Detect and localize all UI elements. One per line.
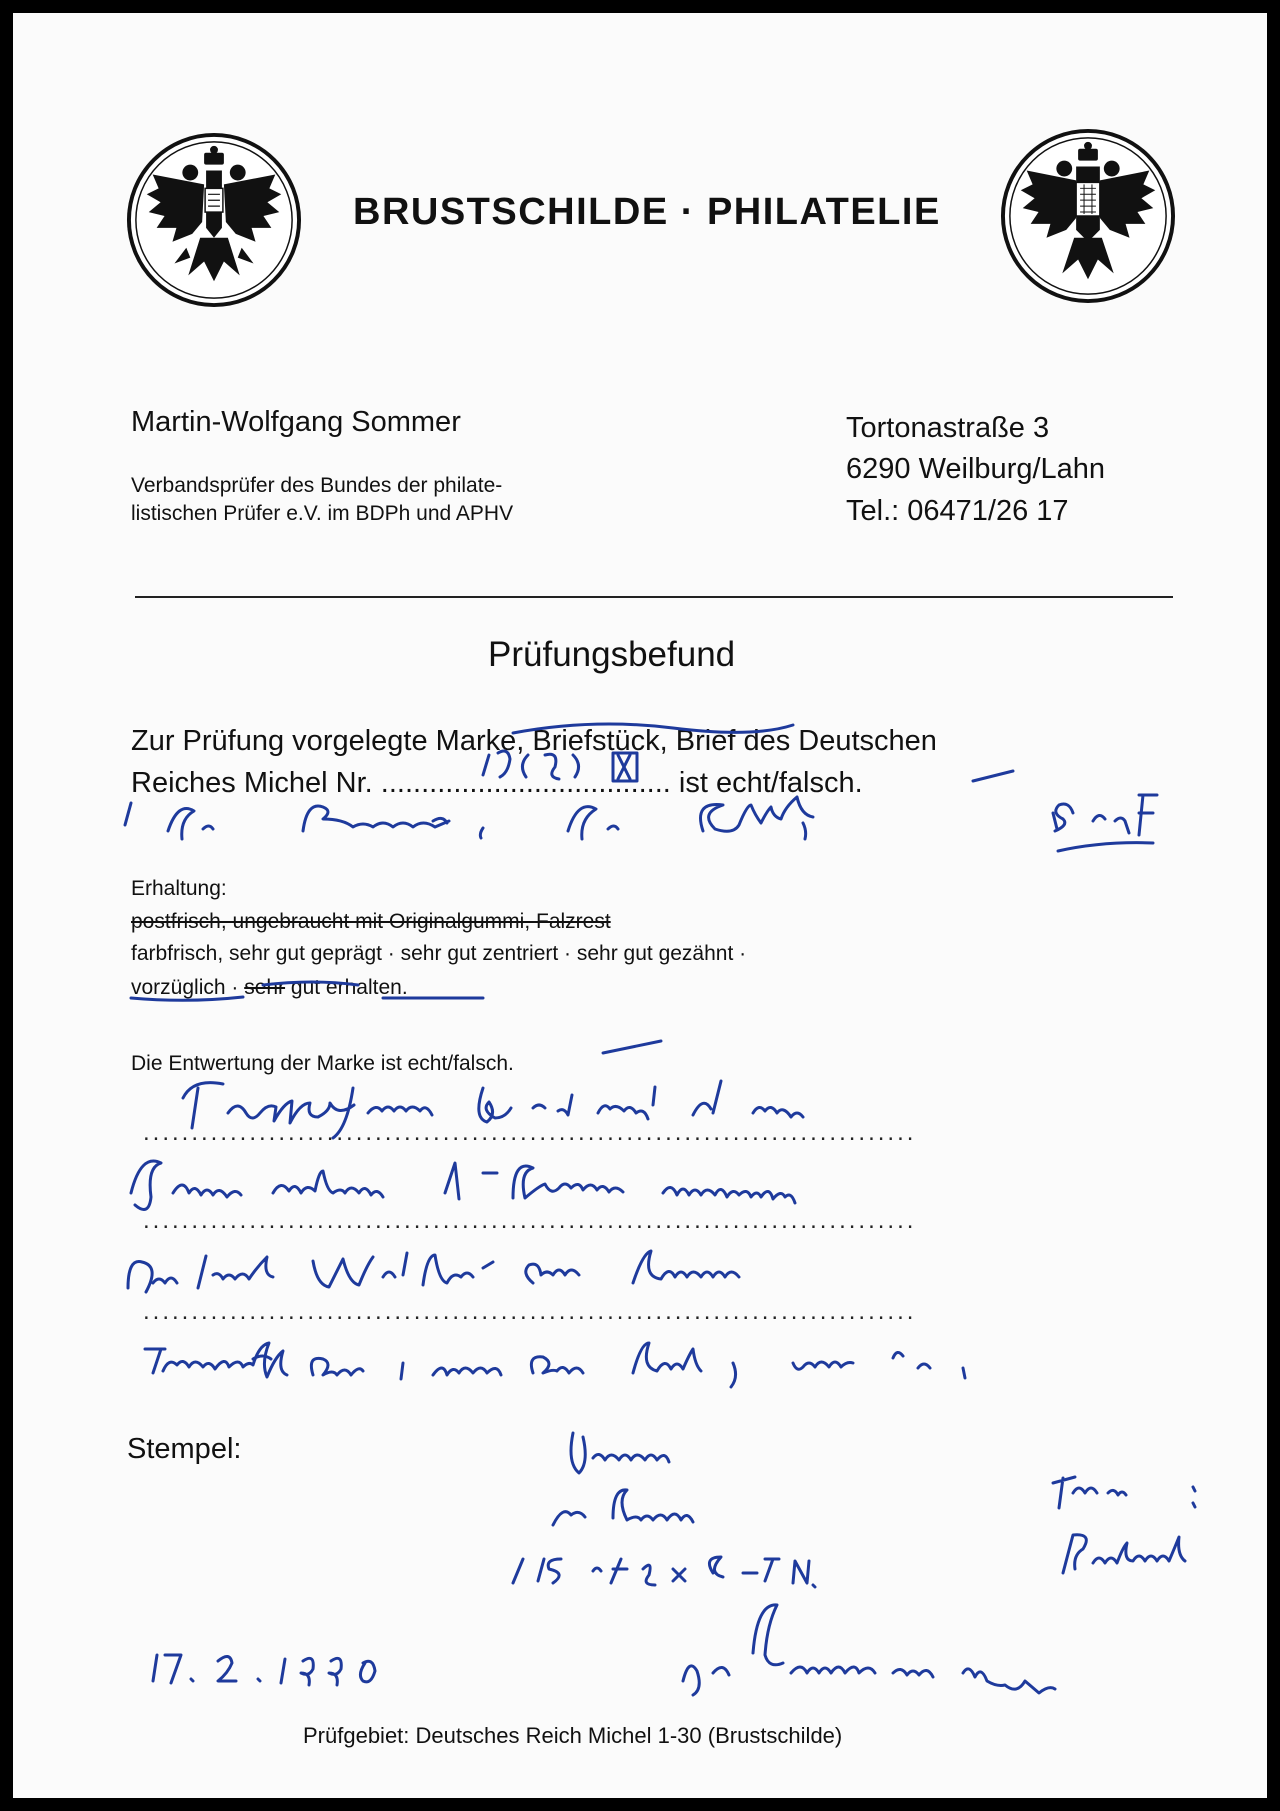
examiner-affiliation-line2: listischen Prüfer e.V. im BDPh und APHV [131, 502, 514, 525]
erhaltung-label: Erhaltung: [131, 877, 227, 900]
submission-suffix: , Brief des Deutschen [659, 725, 937, 757]
grade-struck: sehr [244, 976, 286, 999]
handwritten-note-line-2 [131, 1161, 795, 1210]
handwritten-note-line-3 [128, 1251, 739, 1292]
dotted-line-1: ................................................................................ [143, 1119, 917, 1146]
michel-number-line: Reiches Michel Nr. .................................... ist echt/falsch. [131, 767, 863, 799]
strike-falsch-entwertung [603, 1041, 661, 1053]
underline-praeg-f [1058, 843, 1153, 851]
quality-line: farbfrisch, sehr gut geprägt · sehr gut zentriert · sehr gut gezähnt · [131, 942, 747, 965]
document-title: Prüfungsbefund [488, 635, 736, 674]
entwertung-line: Die Entwertung der Marke ist echt/falsch. [131, 1052, 514, 1075]
address-city: 6290 Weilburg/Lahn [846, 453, 1106, 485]
handwritten-date [153, 1655, 375, 1685]
grade-line [131, 976, 408, 1000]
submission-prefix: Zur Prüfung vorgelegte [131, 725, 436, 757]
handwritten-line-erhaltung [125, 795, 1157, 839]
state-options-struck: postfrisch, ungebraucht mit Originalgummi, Falzrest [131, 910, 611, 933]
eagle-seal-right-icon [999, 127, 1177, 305]
certificate-page [13, 13, 1267, 1798]
stempel-date-handwriting [513, 1557, 815, 1587]
examiner-name: Martin-Wolfgang Sommer [131, 406, 461, 438]
dotted-line-2: ................................................................................ [143, 1207, 917, 1234]
grade-prefix: vorzüglich · [131, 976, 245, 999]
submission-line [131, 725, 937, 758]
stempel-handwriting [553, 1433, 1195, 1573]
address-street: Tortonastraße 3 [846, 412, 1050, 444]
grade-suffix: gut erhalten. [285, 976, 408, 999]
footer-pruefgebiet: Prüfgebiet: Deutsches Reich Michel 1-30 (Brustschilde) [303, 1723, 843, 1748]
strike-falsch [973, 771, 1013, 781]
brand-title: BRUSTSCHILDE · PHILATELIE [353, 191, 941, 233]
submission-struck: Marke, Briefstück [435, 725, 660, 757]
examiner-affiliation-line1: Verbandsprüfer des Bundes der philate- [131, 474, 503, 497]
dotted-line-3: ................................................................................ [143, 1298, 917, 1325]
stempel-label: Stempel: [127, 1433, 242, 1465]
signature-icon [683, 1605, 1055, 1695]
address-phone: Tel.: 06471/26 17 [846, 495, 1069, 527]
handwritten-note-line-4 [145, 1343, 965, 1387]
header-divider [135, 596, 1173, 598]
eagle-seal-left-icon [125, 131, 303, 309]
